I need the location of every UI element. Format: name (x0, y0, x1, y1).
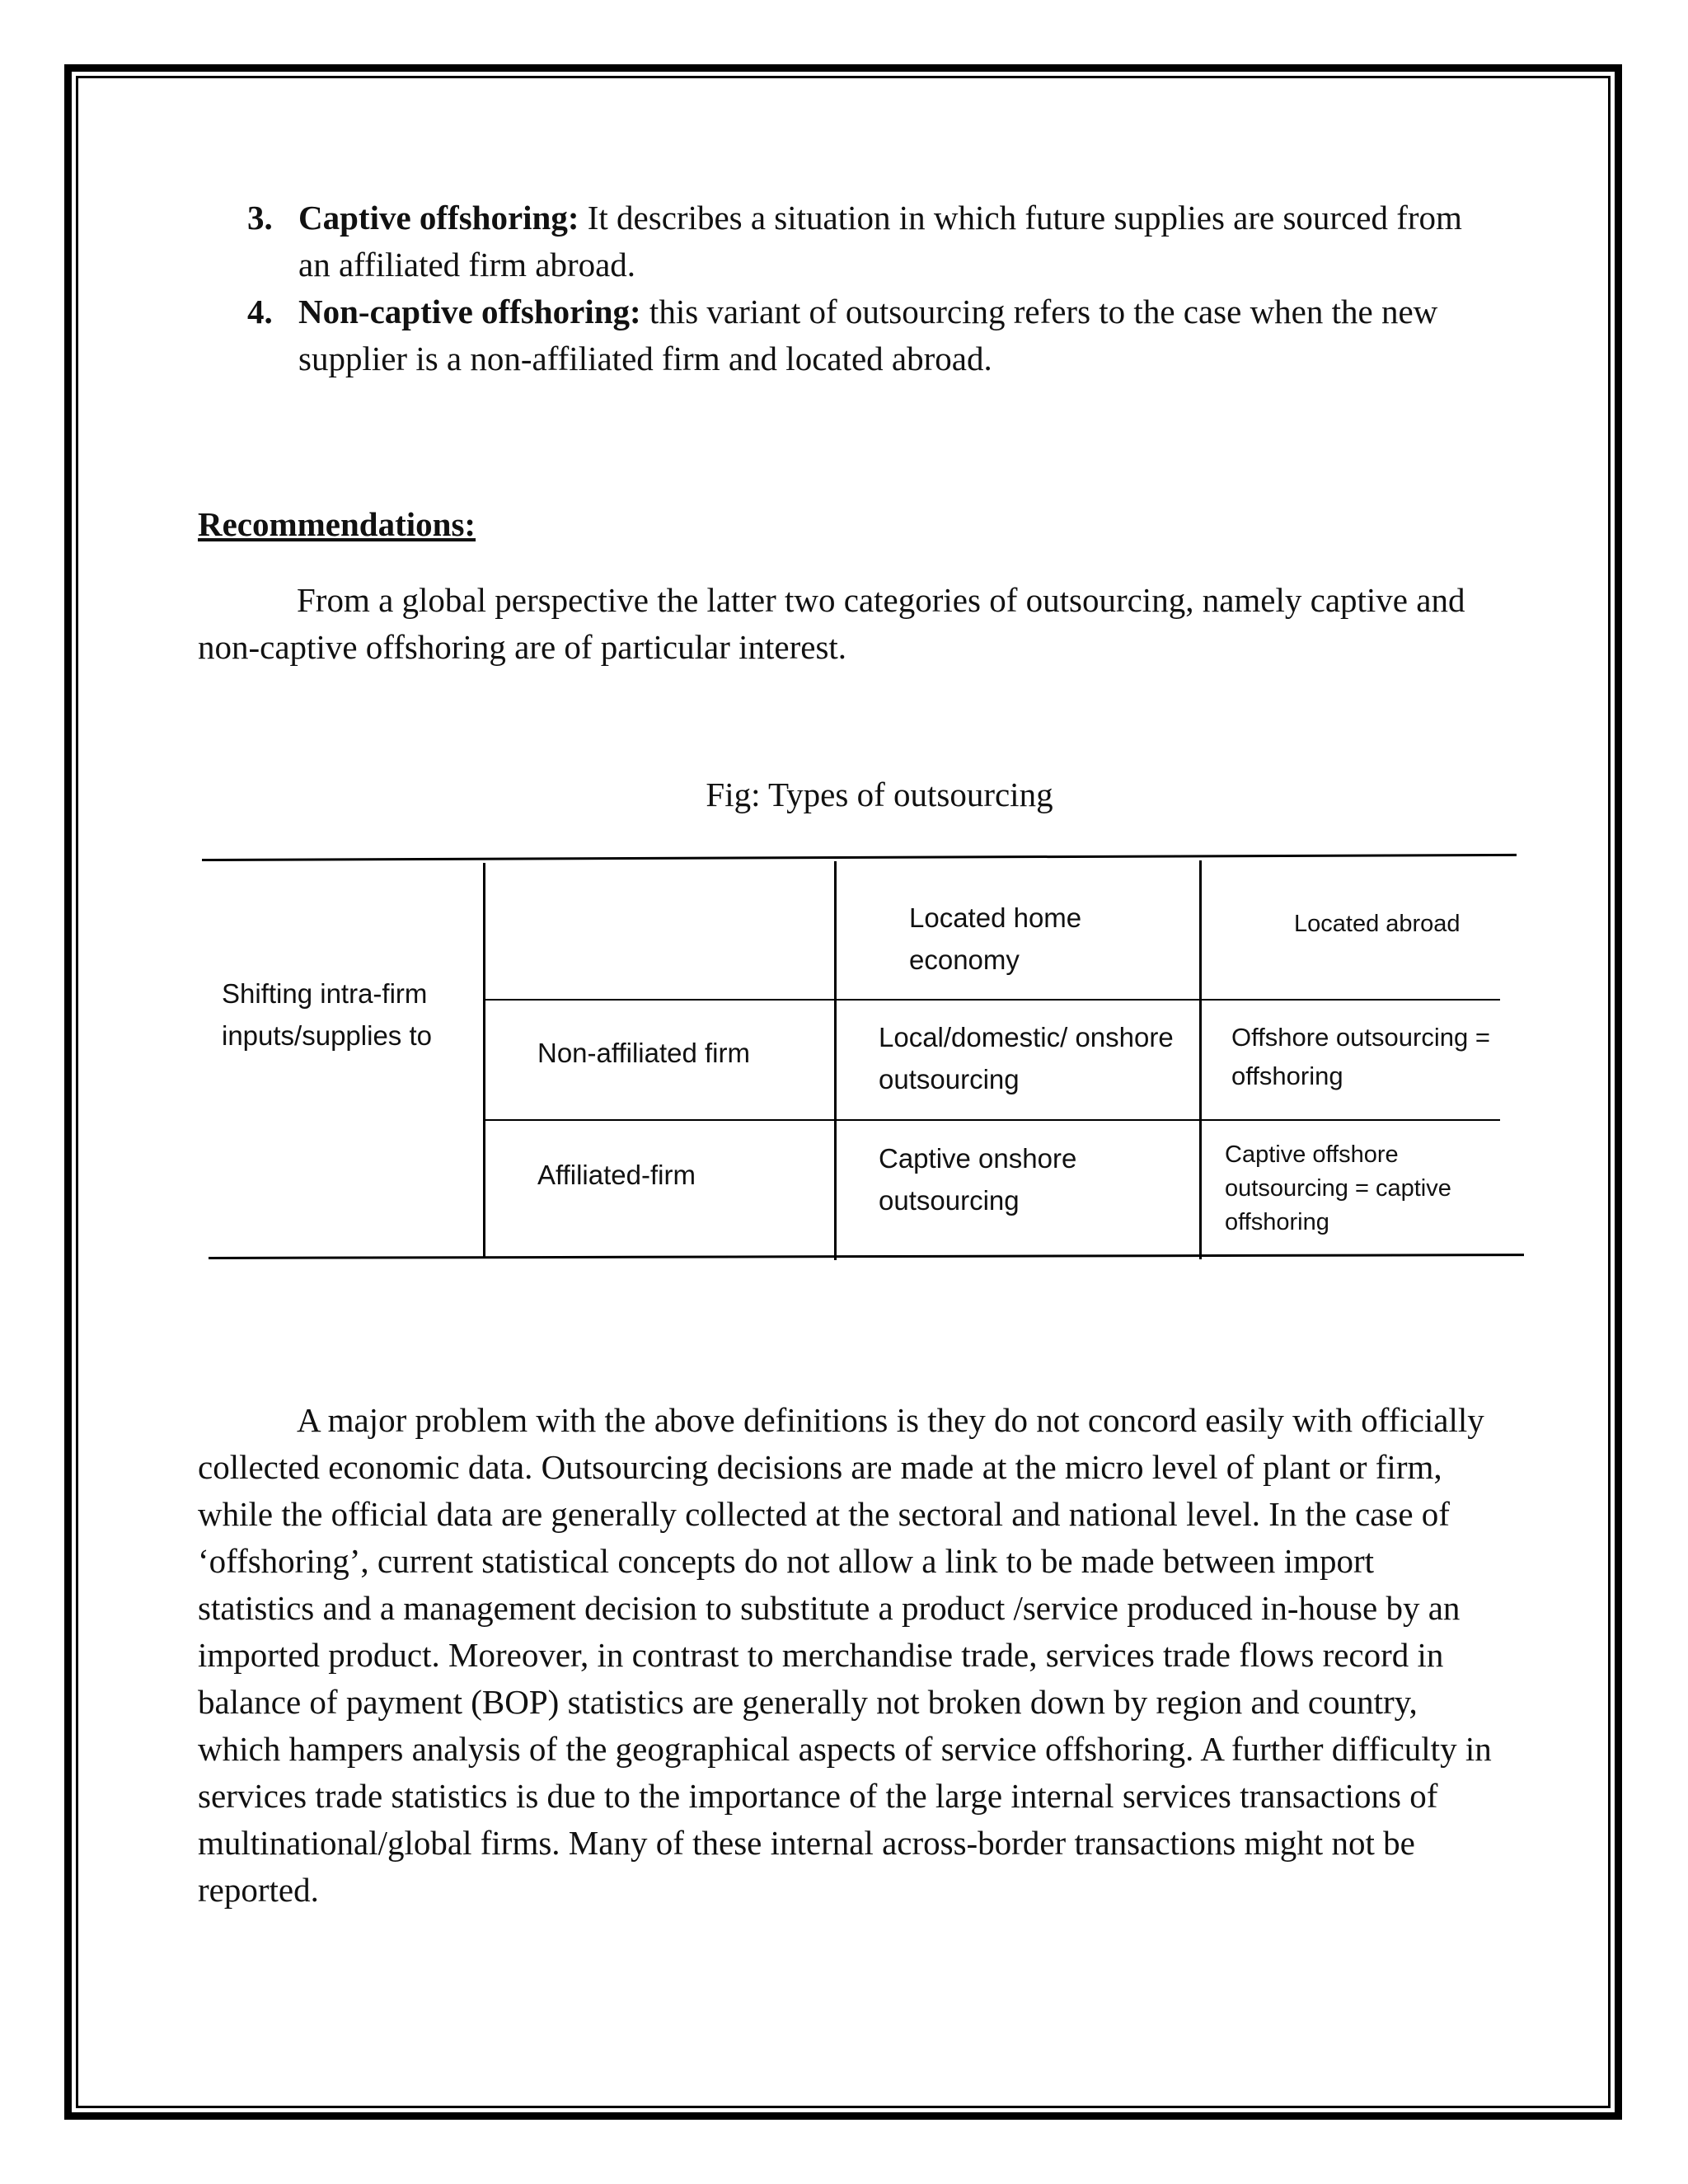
section-heading: Recommendations: (198, 505, 476, 543)
intro-paragraph: From a global perspective the latter two categories of outsourcing, namely captive and non-captive offshoring are of particular interest. (198, 581, 1465, 666)
table-vline-1 (483, 863, 485, 1257)
list-body (298, 288, 1485, 382)
list-term: Captive offshoring: (298, 199, 579, 237)
list-number: 4. (247, 293, 273, 330)
table-hline-1 (485, 999, 1500, 1001)
row2-home-cell: Captive onshore outsourcing (879, 1143, 1077, 1216)
row1-home-cell: Local/domestic/ onshore outsourcing (879, 1022, 1174, 1094)
main-paragraph: A major problem with the above definitions is they do not concord easily with officially collected economic data. Outsourcing decisions are made at the micro level of plant or firm, while the official data are generally collected at the sectoral and national level. In the case of ‘offshoring’, current statistical concepts do not allow a link to be made between import statistics and a management decision to substitute a product /service produced in-house by an imported product. Moreover, in contrast to merchandise trade, services trade flows record in balance of payment (BOP) statistics are generally not broken down by region and country, which hampers analysis of the geographical aspects of service offshoring. A further difficulty in services trade statistics is due to the importance of the large internal services transactions of multinational/global firms. Many of these internal across-border transactions might not be reported. (198, 1401, 1492, 1909)
list-text: this variant of outsourcing refers to the case when the new supplier is a non-affiliated firm and located abroad. (298, 293, 1438, 377)
table-vline-3 (1199, 860, 1202, 1259)
list-term: Non-captive offshoring: (298, 293, 641, 330)
table-vline-2 (834, 861, 837, 1260)
col-header-abroad: Located abroad (1294, 911, 1461, 937)
row2-abroad-cell: Captive offshore outsourcing = captive offshoring (1225, 1141, 1451, 1235)
row-header-cell: Shifting intra-firm inputs/supplies to (222, 978, 432, 1051)
list-body (298, 194, 1485, 288)
list-text: It describes a situation in which future supplies are sourced from an affiliated firm abroad. (298, 199, 1462, 284)
row2-label: Affiliated-firm (537, 1160, 696, 1190)
row1-label: Non-affiliated firm (537, 1038, 750, 1068)
list-number: 3. (247, 199, 273, 237)
row1-abroad-cell: Offshore outsourcing = offshoring (1231, 1023, 1490, 1090)
col-header-home: Located home economy (909, 902, 1082, 975)
figure-caption: Fig: Types of outsourcing (706, 776, 1053, 813)
table-hline-2 (485, 1119, 1500, 1121)
